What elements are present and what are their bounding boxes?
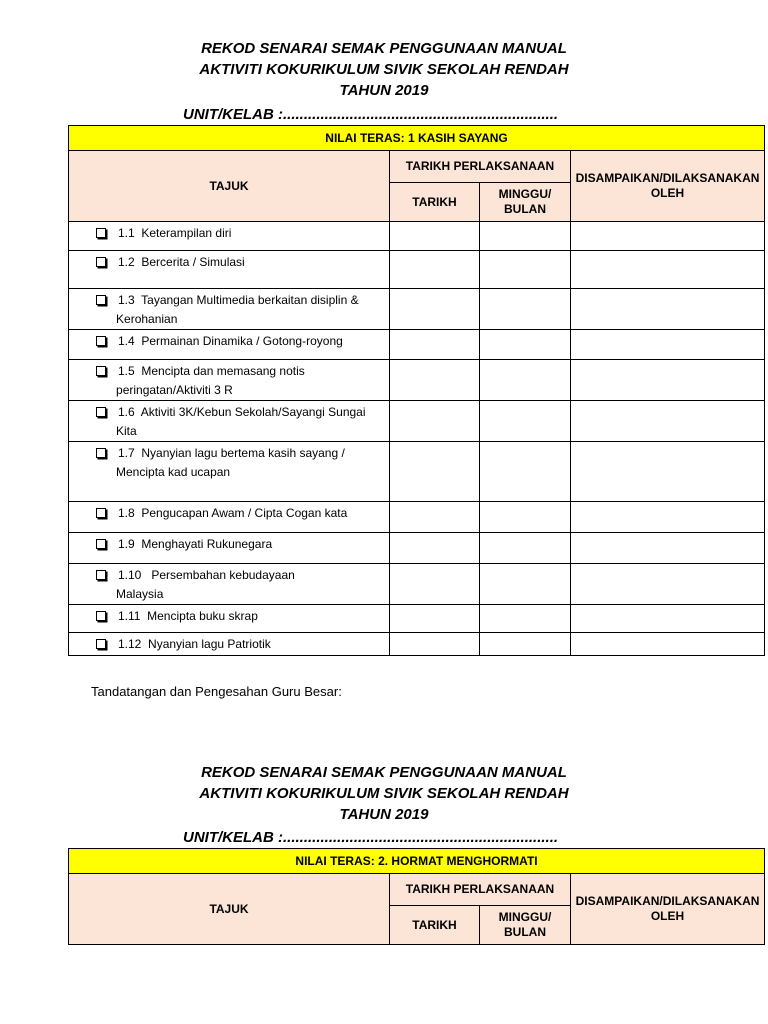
minggu-cell[interactable] [480, 222, 571, 251]
item-text: Persembahan kebudayaan Malaysia [116, 568, 295, 601]
table-row [69, 222, 765, 251]
checklist-item[interactable] [69, 401, 390, 442]
tajuk-header: TAJUK [69, 874, 390, 945]
minggu-cell[interactable] [480, 633, 571, 656]
tarikh-cell[interactable] [390, 442, 480, 502]
tarikh-cell[interactable] [390, 633, 480, 656]
checklist-table-2 [68, 848, 765, 945]
oleh-cell[interactable] [571, 442, 765, 502]
disampaikan-header: DISAMPAIKAN/DILAKSANAKAN OLEH [571, 151, 765, 222]
oleh-cell[interactable] [571, 401, 765, 442]
item-text: Mencipta dan memasang notis peringatan/Aktiviti 3 R [116, 364, 305, 397]
tarikh-cell[interactable] [390, 564, 480, 605]
oleh-cell[interactable] [571, 633, 765, 656]
signature-label: Tandatangan dan Pengesahan Guru Besar: [91, 684, 342, 699]
checklist-item[interactable] [69, 633, 390, 656]
item-number: 1.2 [118, 255, 135, 269]
minggu-cell[interactable] [480, 605, 571, 633]
title-line: REKOD SENARAI SEMAK PENGGUNAAN MANUAL [201, 764, 567, 781]
item-text: Permainan Dinamika / Gotong-royong [141, 334, 343, 348]
table-row [69, 633, 765, 656]
checkbox-icon[interactable] [96, 611, 106, 621]
checklist-item[interactable] [69, 360, 390, 401]
table-row [69, 533, 765, 564]
item-text: Mencipta buku skrap [147, 609, 258, 623]
checklist-item[interactable] [69, 289, 390, 330]
tarikh-header: TARIKH [390, 906, 480, 945]
oleh-cell[interactable] [571, 564, 765, 605]
tarikh-cell[interactable] [390, 360, 480, 401]
checkbox-icon[interactable] [96, 639, 106, 649]
oleh-cell[interactable] [571, 360, 765, 401]
oleh-cell[interactable] [571, 502, 765, 533]
checkbox-icon[interactable] [96, 508, 106, 518]
checklist-item[interactable] [69, 605, 390, 633]
item-number: 1.11 [118, 609, 141, 623]
checkbox-icon[interactable] [96, 228, 106, 238]
tarikh-cell[interactable] [390, 605, 480, 633]
item-number: 1.3 [118, 293, 135, 307]
oleh-cell[interactable] [571, 222, 765, 251]
oleh-cell[interactable] [571, 251, 765, 289]
oleh-cell[interactable] [571, 289, 765, 330]
tarikh-cell[interactable] [390, 289, 480, 330]
tarikh-cell[interactable] [390, 533, 480, 564]
table-row [69, 289, 765, 330]
item-text: Tayangan Multimedia berkaitan disiplin & Kerohanian [116, 293, 359, 326]
item-text: Pengucapan Awam / Cipta Cogan kata [141, 506, 348, 520]
checklist-item[interactable] [69, 330, 390, 360]
title-line: TAHUN 2019 [339, 806, 429, 823]
minggu-cell[interactable] [480, 564, 571, 605]
item-number: 1.6 [118, 405, 135, 419]
oleh-cell[interactable] [571, 330, 765, 360]
nilai-teras-header: NILAI TERAS: 1 KASIH SAYANG [69, 126, 765, 151]
minggu-cell[interactable] [480, 251, 571, 289]
checkbox-icon[interactable] [96, 295, 106, 305]
checkbox-icon[interactable] [96, 336, 106, 346]
tarikh-cell[interactable] [390, 330, 480, 360]
tarikh-cell[interactable] [390, 502, 480, 533]
oleh-cell[interactable] [571, 533, 765, 564]
table-row [69, 401, 765, 442]
checkbox-icon[interactable] [96, 448, 106, 458]
item-text: Bercerita / Simulasi [141, 255, 245, 269]
minggu-cell[interactable] [480, 502, 571, 533]
checkbox-icon[interactable] [96, 539, 106, 549]
minggu-cell[interactable] [480, 533, 571, 564]
minggu-bulan-header: MINGGU/ BULAN [480, 906, 571, 945]
table-row [69, 330, 765, 360]
item-number: 1.4 [118, 334, 135, 348]
tajuk-header: TAJUK [69, 151, 390, 222]
tarikh-cell[interactable] [390, 251, 480, 289]
disampaikan-header: DISAMPAIKAN/DILAKSANAKAN OLEH [571, 874, 765, 945]
tarikh-perlaksanaan-header: TARIKH PERLAKSANAAN [390, 151, 571, 183]
title-line: AKTIVITI KOKURIKULUM SIVIK SEKOLAH RENDAH [199, 785, 569, 802]
minggu-cell[interactable] [480, 401, 571, 442]
item-number: 1.8 [118, 506, 135, 520]
checklist-item[interactable] [69, 533, 390, 564]
minggu-cell[interactable] [480, 442, 571, 502]
item-text: Aktiviti 3K/Kebun Sekolah/Sayangi Sungai Kita [116, 405, 366, 438]
table-row [69, 605, 765, 633]
tarikh-header: TARIKH [390, 183, 480, 222]
checklist-item[interactable] [69, 564, 390, 605]
minggu-cell[interactable] [480, 360, 571, 401]
checklist-item[interactable] [69, 222, 390, 251]
unit-kelab-field[interactable]: UNIT/KELAB :.................................................................. [183, 106, 559, 123]
table-row [69, 360, 765, 401]
section-2-title [0, 762, 768, 825]
table-row [69, 251, 765, 289]
minggu-bulan-header: MINGGU/ BULAN [480, 183, 571, 222]
table-row [69, 564, 765, 605]
item-number: 1.12 [118, 637, 142, 651]
tarikh-cell[interactable] [390, 401, 480, 442]
minggu-cell[interactable] [480, 289, 571, 330]
item-text: Menghayati Rukunegara [141, 537, 273, 551]
item-number: 1.7 [118, 446, 135, 460]
title-line: AKTIVITI KOKURIKULUM SIVIK SEKOLAH RENDAH [199, 61, 569, 78]
checklist-item[interactable] [69, 502, 390, 533]
oleh-cell[interactable] [571, 605, 765, 633]
title-line: REKOD SENARAI SEMAK PENGGUNAAN MANUAL [201, 40, 567, 57]
item-number: 1.5 [118, 364, 135, 378]
section-1-title [0, 38, 768, 101]
item-number: 1.1 [118, 226, 135, 240]
table-row [69, 502, 765, 533]
checklist-item[interactable] [69, 251, 390, 289]
checkbox-icon[interactable] [96, 407, 106, 417]
checkbox-icon[interactable] [96, 257, 106, 267]
item-text: Keterampilan diri [141, 226, 232, 240]
item-number: 1.9 [118, 537, 135, 551]
item-text: Nyanyian lagu Patriotik [148, 637, 271, 651]
item-text: Nyanyian lagu bertema kasih sayang / Mencipta kad ucapan [116, 446, 345, 479]
item-number: 1.10 [118, 568, 142, 582]
checkbox-icon[interactable] [96, 570, 106, 580]
minggu-cell[interactable] [480, 330, 571, 360]
tarikh-perlaksanaan-header: TARIKH PERLAKSANAAN [390, 874, 571, 906]
checklist-item[interactable] [69, 442, 390, 502]
checklist-table-1 [68, 125, 765, 656]
tarikh-cell[interactable] [390, 222, 480, 251]
title-line: TAHUN 2019 [339, 82, 429, 99]
checkbox-icon[interactable] [96, 366, 106, 376]
unit-kelab-field[interactable]: UNIT/KELAB :.................................................................. [183, 829, 559, 846]
table-row [69, 442, 765, 502]
nilai-teras-header: NILAI TERAS: 2. HORMAT MENGHORMATI [69, 849, 765, 874]
